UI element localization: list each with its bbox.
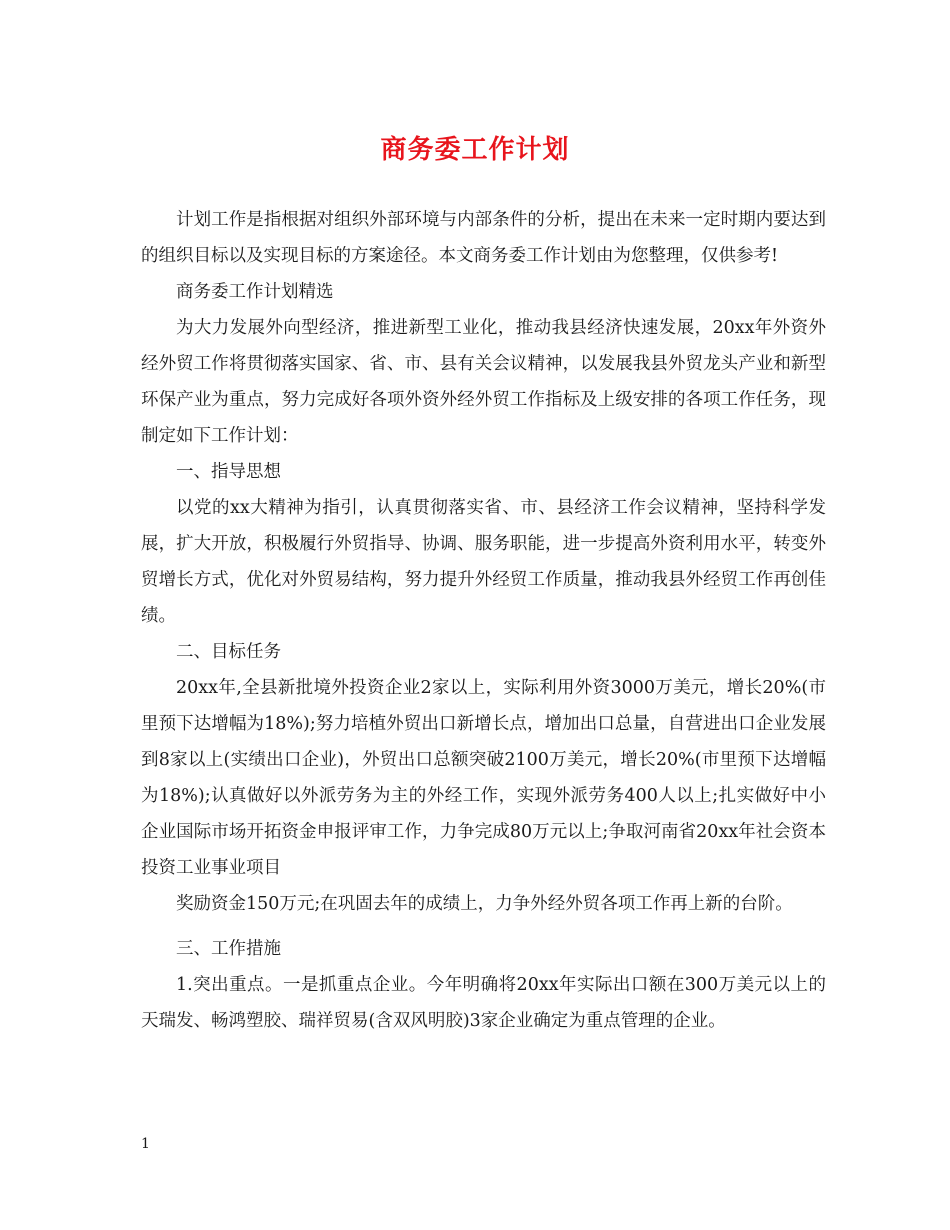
section-heading-guiding-ideology: 一、指导思想: [176, 462, 281, 482]
page-number: 1: [141, 1136, 150, 1152]
guiding-ideology-paragraph: 以党的xx大精神为指引，认真贯彻落实省、市、县经济工作会议精神，坚持科学发展，扩大开放，积极履行外贸指导、协调、服务职能，进一步提高外资利用水平，转变外贸增长方式，优化对外贸易结构，努力提升外经贸工作质量，推动我县外经贸工作再创佳绩。: [141, 498, 826, 626]
document-body: [141, 202, 826, 1039]
objectives-continued-paragraph: 奖励资金150万元;在巩固去年的成绩上，力争外经外贸各项工作再上新的台阶。: [176, 894, 793, 914]
measures-paragraph: 1.突出重点。一是抓重点企业。今年明确将20xx年实际出口额在300万美元以上的天瑞发、畅鸿塑胶、瑞祥贸易(含双风明胶)3家企业确定为重点管理的企业。: [141, 975, 826, 1031]
objectives-paragraph: 20xx年,全县新批境外投资企业2家以上，实际利用外资3000万美元，增长20%(市里预下达增幅为18%);努力培植外贸出口新增长点，增加出口总量，自营进出口企业发展到8家以上(实绩出口企业)，外贸出口总额突破2100万美元，增长20%(市里预下达增幅为18%);认真做好以外派劳务为主的外经工作，实现外派劳务400人以上;扎实做好中小企业国际市场开拓资金申报评审工作，力争完成80万元以上;争取河南省20xx年社会资本投资工业事业项目: [141, 678, 826, 878]
subtitle-paragraph: 商务委工作计划精选: [176, 282, 334, 302]
section-heading-measures: 三、工作措施: [176, 939, 281, 959]
intro-paragraph: 计划工作是指根据对组织外部环境与内部条件的分析，提出在未来一定时期内要达到的组织目标以及实现目标的方案途径。本文商务委工作计划由为您整理，仅供参考!: [141, 210, 826, 266]
overview-paragraph: 为大力发展外向型经济，推进新型工业化，推动我县经济快速发展，20xx年外资外经外贸工作将贯彻落实国家、省、市、县有关会议精神，以发展我县外贸龙头产业和新型环保产业为重点，努力完成好各项外资外经外贸工作指标及上级安排的各项工作任务，现制定如下工作计划：: [141, 318, 826, 446]
document-title: 商务委工作计划: [380, 135, 570, 165]
section-heading-objectives: 二、目标任务: [176, 642, 281, 662]
